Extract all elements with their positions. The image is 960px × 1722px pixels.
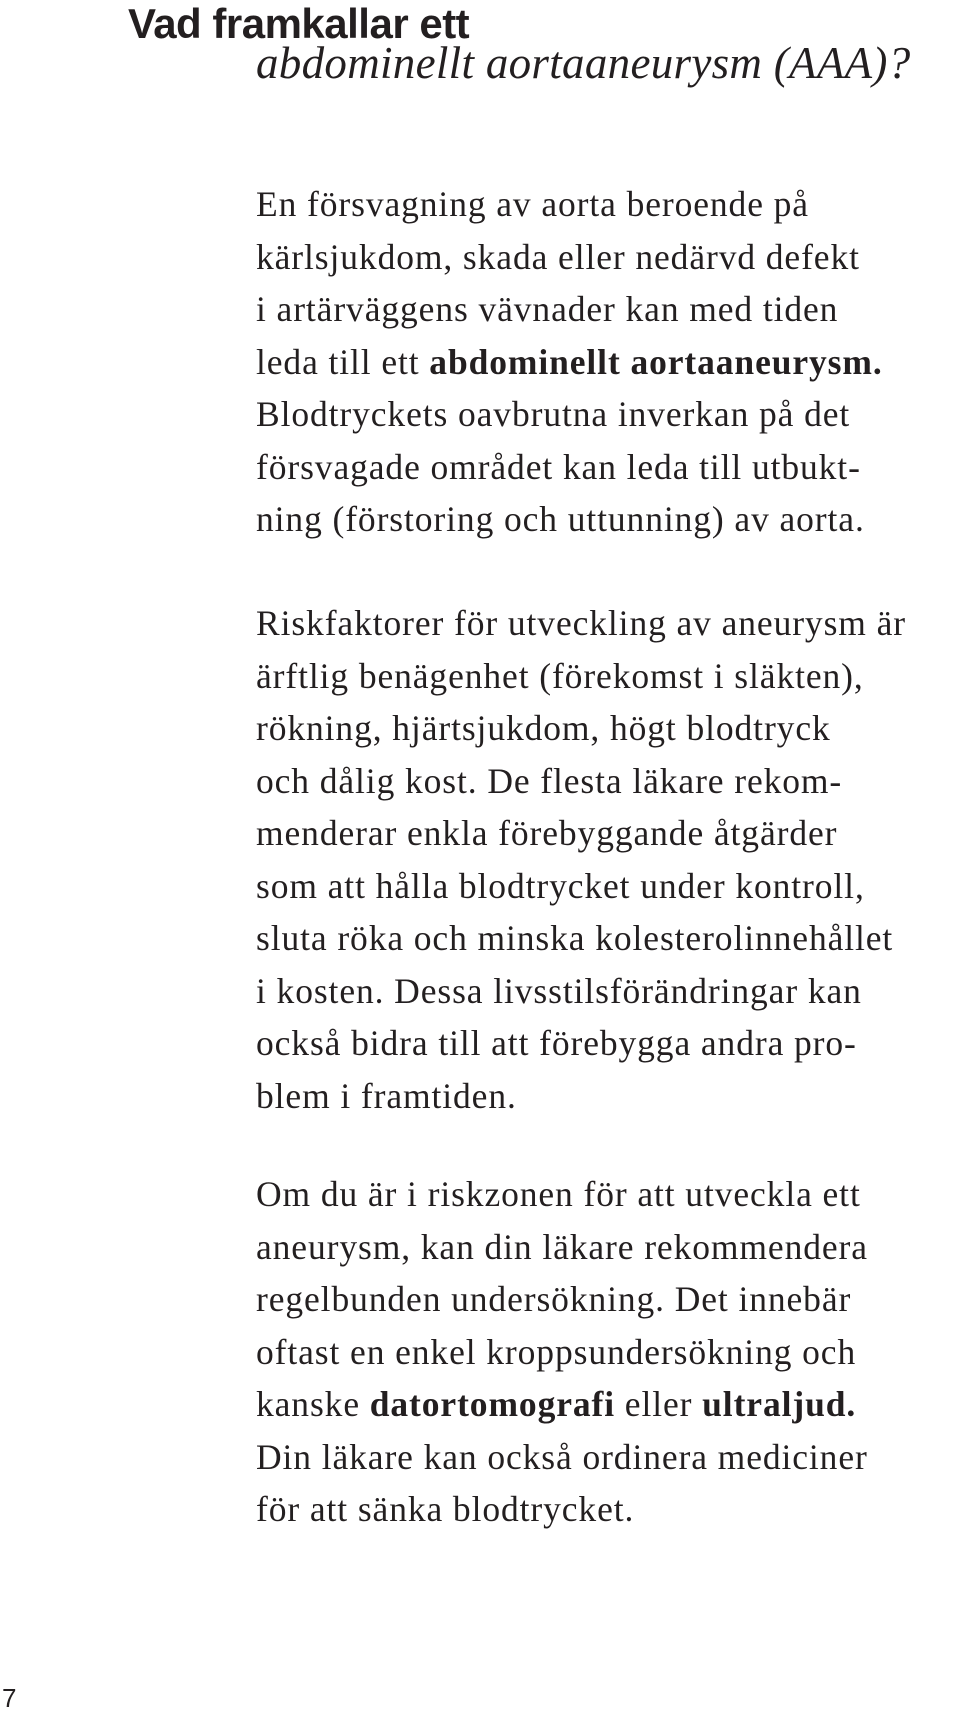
text-line: oftast en enkel kroppsundersökning och — [256, 1331, 857, 1372]
text-line: Din läkare kan också ordinera mediciner — [256, 1436, 868, 1477]
text-segment: leda till ett — [256, 341, 430, 382]
bold-term-ct: datortomografi — [369, 1384, 616, 1424]
text-line: En försvagning av aorta beroende på — [256, 184, 809, 224]
text-line: aneurysm, kan din läkare rekommendera — [256, 1226, 868, 1267]
text-line — [256, 336, 946, 389]
text-line: Om du är i riskzonen för att utveckla ett — [256, 1174, 861, 1214]
text-segment: kanske — [256, 1384, 370, 1424]
bold-term-aaa: abdominellt aortaaneurysm. — [429, 341, 883, 382]
text-line: i artärväggens vävnader kan med tiden — [256, 289, 839, 329]
text-line: som att hålla blodtrycket under kontroll, — [256, 865, 865, 906]
text-line: också bidra till att förebygga andra pro- — [256, 1023, 857, 1063]
page-subtitle: abdominellt aortaaneurysm (AAA)? — [256, 38, 911, 88]
text-line: ning (förstoring och uttunning) av aorta. — [256, 499, 865, 539]
text-line: regelbunden undersökning. Det innebär — [256, 1279, 852, 1319]
text-line: och dålig kost. De flesta läkare rekom- — [256, 760, 843, 801]
page-title: Vad framkallar ett — [128, 0, 470, 47]
paragraph-cause — [256, 178, 946, 546]
text-line: för att sänka blodtrycket. — [256, 1489, 635, 1529]
text-line: ärftlig benägenhet (förekomst i släkten), — [256, 655, 864, 696]
text-line: sluta röka och minska kolesterolinnehållet — [256, 918, 894, 958]
paragraph-risk-factors — [256, 597, 946, 1122]
page-number: 7 — [2, 1683, 17, 1713]
text-line: blem i framtiden. — [256, 1075, 517, 1116]
text-line: menderar enkla förebyggande åtgärder — [256, 813, 838, 853]
paragraph-screening — [256, 1168, 946, 1536]
text-line: kärlsjukdom, skada eller nedärvd defekt — [256, 236, 860, 277]
text-line: i kosten. Dessa livsstilsförändringar kan — [256, 970, 862, 1011]
text-line — [256, 1378, 946, 1431]
bold-term-ultrasound: ultraljud. — [702, 1384, 857, 1424]
text-segment: eller — [615, 1384, 703, 1424]
text-line: Riskfaktorer för utveckling av aneurysm är — [256, 603, 906, 643]
text-line: rökning, hjärtsjukdom, högt blodtryck — [256, 708, 831, 748]
text-line: försvagade området kan leda till utbukt- — [256, 446, 861, 487]
text-line: Blodtryckets oavbrutna inverkan på det — [256, 394, 851, 434]
